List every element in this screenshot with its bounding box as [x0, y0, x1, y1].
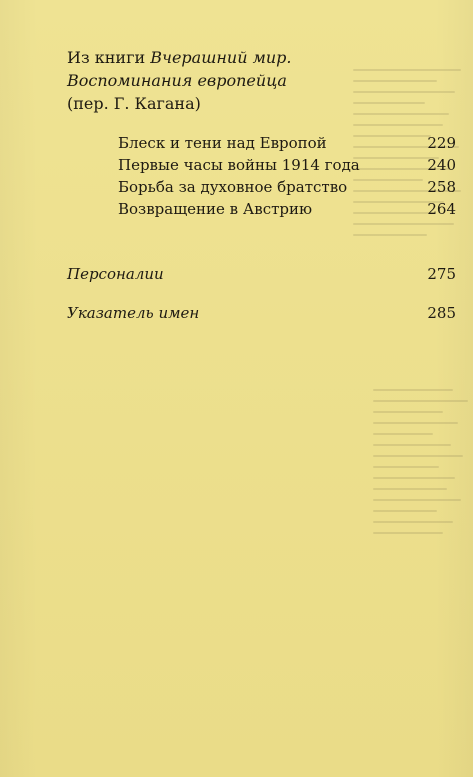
toc-entry-title: Борьба за духовное братство — [118, 178, 348, 196]
index-label: Указатель имен — [67, 304, 200, 322]
contents-list — [118, 132, 456, 220]
toc-entry-title: Возвращение в Австрию — [118, 200, 313, 218]
show-through-text — [373, 380, 473, 543]
persons-section — [67, 263, 456, 285]
index-page: 285 — [427, 304, 456, 322]
book-subtitle: Воспоминания европейца — [67, 71, 287, 90]
toc-entry-page: 229 — [427, 134, 456, 152]
persons-label: Персоналии — [67, 265, 164, 283]
book-title: Вчерашний мир. — [150, 48, 292, 67]
toc-entry-title: Первые часы войны 1914 года — [118, 156, 360, 174]
heading-prefix: Из книги — [67, 48, 146, 67]
toc-entry-page: 264 — [427, 200, 456, 218]
index-section — [67, 302, 456, 324]
toc-entry-page: 240 — [427, 156, 456, 174]
toc-entry-persons — [67, 263, 456, 285]
heading-line-1 — [67, 46, 291, 69]
toc-entry — [118, 154, 456, 176]
toc-entry-page: 258 — [427, 178, 456, 196]
toc-entry-title: Блеск и тени над Европой — [118, 134, 327, 152]
toc-entry — [118, 132, 456, 154]
toc-entry-index — [67, 302, 456, 324]
toc-entry — [118, 176, 456, 198]
translator-note: (пер. Г. Кагана) — [67, 94, 201, 113]
book-heading — [67, 46, 291, 115]
persons-page: 275 — [427, 265, 456, 283]
toc-entry — [118, 198, 456, 220]
